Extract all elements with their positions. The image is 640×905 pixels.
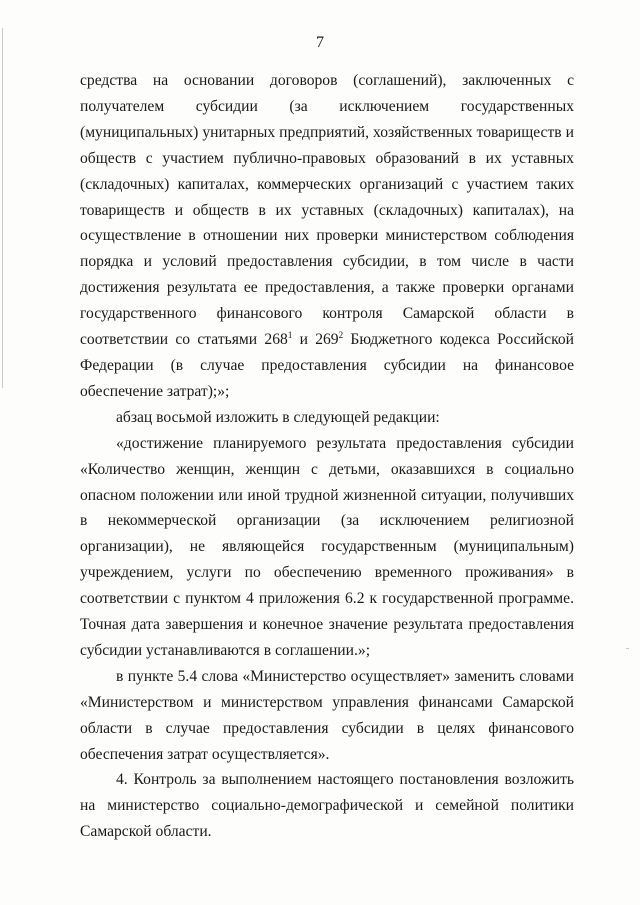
paragraph-control: 4. Контроль за выполнением настоящего постановления возложить на министерство социально-демографической и семейной политики Самарской области. (80, 771, 574, 841)
paragraph-text: средства на основании договоров (соглашений), заключенных с получателем субсидии (за исключением государственных (муниципальных) унитарных предприятий, хозяйственных товариществ и обществ с участием публично-правовых образований в их уставных (складочных) капиталах, коммерческих организаций с участием таких товариществ и обществ в их уставных (складочных) капиталах), на осуществление в отношении них проверки министерством соблюдения порядка и условий предоставления субсидии, в том числе в части достижения результата ее предоставления, а также проверки органами государственного финансового контроля Самарской области в соответствии со статьями 268 (80, 72, 574, 349)
paragraph-clause-5-4: в пункте 5.4 слова «Министерство осуществляет» заменить словами «Министерством и министерством управления финансами Самарской области в случае предоставления субсидии в целях финансового обеспечения затрат осуществляется». (80, 667, 574, 763)
scan-dot (626, 648, 629, 649)
page-number: 7 (316, 34, 324, 51)
paragraph-subsidy-control (80, 68, 574, 405)
paragraph-result: «достижение планируемого результата предоставления субсидии «Количество женщин, женщин с детьми, оказавшихся в социально опасном положении или иной трудной жизненной ситуации, получивших в некоммерческой организации (за исключением религиозной организации), не являющейся государственным (муниципальным) учреждением, услуги по обеспечению временного проживания» в соответствии с пунктом 4 приложения 6.2 к государственной программе. Точная дата завершения и конечное значение результата предоставления субсидии устанавливаются в соглашении.»; (80, 434, 574, 659)
superscript-1: 1 (287, 329, 293, 340)
paragraph-text-and: и 269 (292, 331, 339, 349)
scan-edge-mark (2, 28, 3, 388)
document-body (80, 68, 574, 845)
paragraph-text-end: Бюджетного кодекса Российской Федерации (в случае предоставления субсидии на финансовое обеспечение затрат);»; (80, 331, 574, 400)
paragraph-eighth-abzac: абзац восьмой изложить в следующей редакции: (116, 408, 440, 426)
superscript-2: 2 (338, 329, 344, 340)
